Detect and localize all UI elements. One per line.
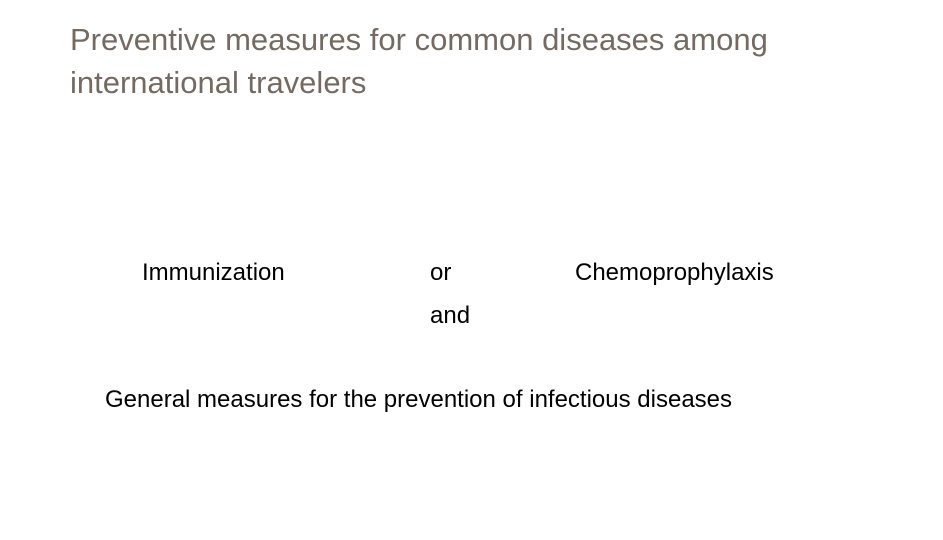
slide-title: [70, 18, 910, 104]
slide-title-line-2: international travelers: [70, 65, 367, 100]
general-measures-label: General measures for the prevention of infectious diseases: [105, 386, 733, 413]
slide-title-line-1: Preventive measures for common diseases among: [70, 22, 768, 57]
connector-and-label: and: [430, 302, 471, 329]
connector-or-label: or: [430, 259, 452, 286]
chemoprophylaxis-label: Chemoprophylaxis: [575, 259, 774, 286]
immunization-label: Immunization: [142, 259, 285, 286]
